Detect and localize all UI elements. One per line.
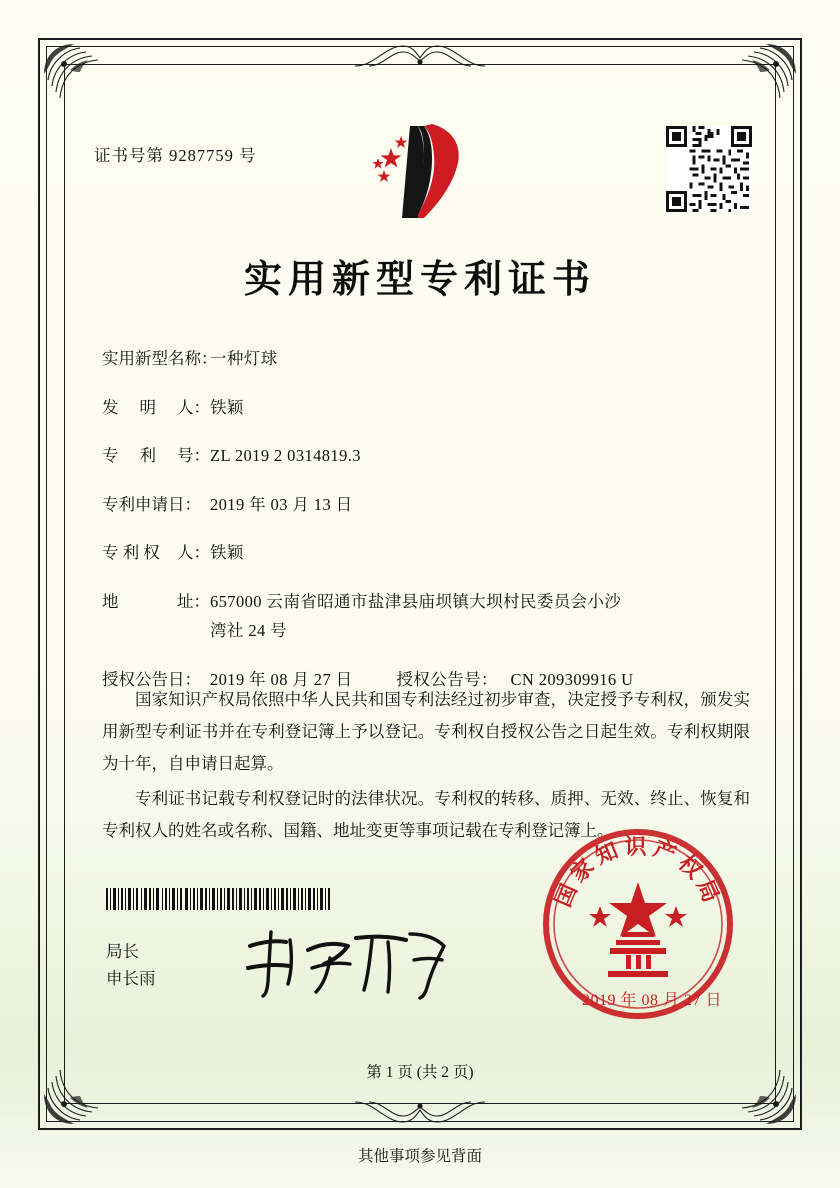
field-label-address-part-2: 址：	[177, 591, 210, 611]
certificate-number: 证书号第 9287759 号	[94, 146, 257, 165]
field-label-patent-number-part-1: 专	[102, 446, 119, 466]
field-value-patent-number: ZL 2019 2 0314819.3	[210, 446, 361, 466]
field-label-inventor	[102, 395, 210, 421]
field-label-patentee-part-1: 专 利 权	[102, 543, 160, 563]
field-label-patent-number-part-3: 号：	[177, 446, 210, 466]
field-label-patent-number	[102, 443, 210, 469]
field-label-grant-date: 授权公告日：	[102, 669, 201, 689]
field-value-address-line2: 湾社 24 号	[210, 621, 288, 641]
field-value-address	[210, 589, 752, 644]
field-label-address-part-1: 地	[102, 591, 119, 611]
edge-ornament-bottom	[345, 1098, 495, 1128]
cnipa-logo-icon	[358, 118, 482, 228]
field-label-inventor-part-3: 人：	[177, 397, 210, 417]
svg-text:国家知识产权局: 国家知识产权局	[551, 835, 725, 911]
field-list	[102, 346, 752, 716]
field-value-inventor: 铁颖	[210, 397, 244, 417]
page-indicator: 第 1 页 (共 2 页)	[366, 1064, 474, 1081]
seal-date: 2019 年 08 月 27 日	[581, 992, 722, 1009]
field-label-grant-number: 授权公告号：	[396, 669, 498, 689]
qr-code-icon	[666, 126, 752, 212]
footer-note: 其他事项参见背面	[357, 1148, 482, 1165]
field-value-grant-date: 2019 年 08 月 27 日	[210, 669, 353, 689]
signer-block	[106, 939, 156, 992]
legal-paragraph-1: 国家知识产权局依照中华人民共和国专利法经过初步审查，决定授予专利权，颁发实用新型专利证书并在专利登记簿上予以登记。专利权自授权公告之日起生效。专利权期限为十年，自申请日起算。	[102, 690, 750, 774]
field-label-name: 实用新型名称：	[102, 349, 218, 368]
field-row-name	[102, 346, 752, 372]
field-row-address	[102, 589, 752, 644]
field-value-name: 一种灯球	[210, 349, 278, 368]
page-title: 实用新型专利证书	[243, 257, 596, 301]
field-label-application-date: 专利申请日：	[102, 494, 201, 514]
field-label-inventor-part-2: 明	[139, 397, 156, 417]
field-label-address	[102, 589, 210, 615]
field-value-address-line1: 657000 云南省昭通市盐津县庙坝镇大坝村民委员会小沙	[210, 591, 622, 611]
field-label-inventor-part-1: 发	[102, 397, 119, 417]
field-value-patentee: 铁颖	[210, 543, 244, 563]
field-label-patent-number-part-2: 利	[139, 446, 156, 466]
legal-paragraph-2: 专利证书记载专利权登记时的法律状况。专利权的转移、质押、无效、终止、恢复和专利权人的姓名或名称、国籍、地址变更等事项记载在专利登记簿上。	[102, 788, 750, 840]
handwritten-signature-icon	[238, 924, 458, 1004]
field-row-patent-number	[102, 443, 752, 469]
signer-name: 申长雨	[106, 968, 156, 988]
certificate-content	[88, 96, 752, 1088]
field-row-application-date	[102, 492, 752, 518]
field-value-grant-number: CN 209309916 U	[510, 669, 634, 689]
field-label-patentee	[102, 540, 210, 566]
field-row-patentee	[102, 540, 752, 566]
barcode-icon	[106, 888, 331, 910]
edge-ornament-top	[345, 40, 495, 70]
signer-title: 局长	[106, 942, 139, 962]
field-value-application-date: 2019 年 03 月 13 日	[210, 494, 353, 514]
field-label-patentee-part-2: 人：	[177, 543, 210, 563]
field-row-inventor	[102, 395, 752, 421]
